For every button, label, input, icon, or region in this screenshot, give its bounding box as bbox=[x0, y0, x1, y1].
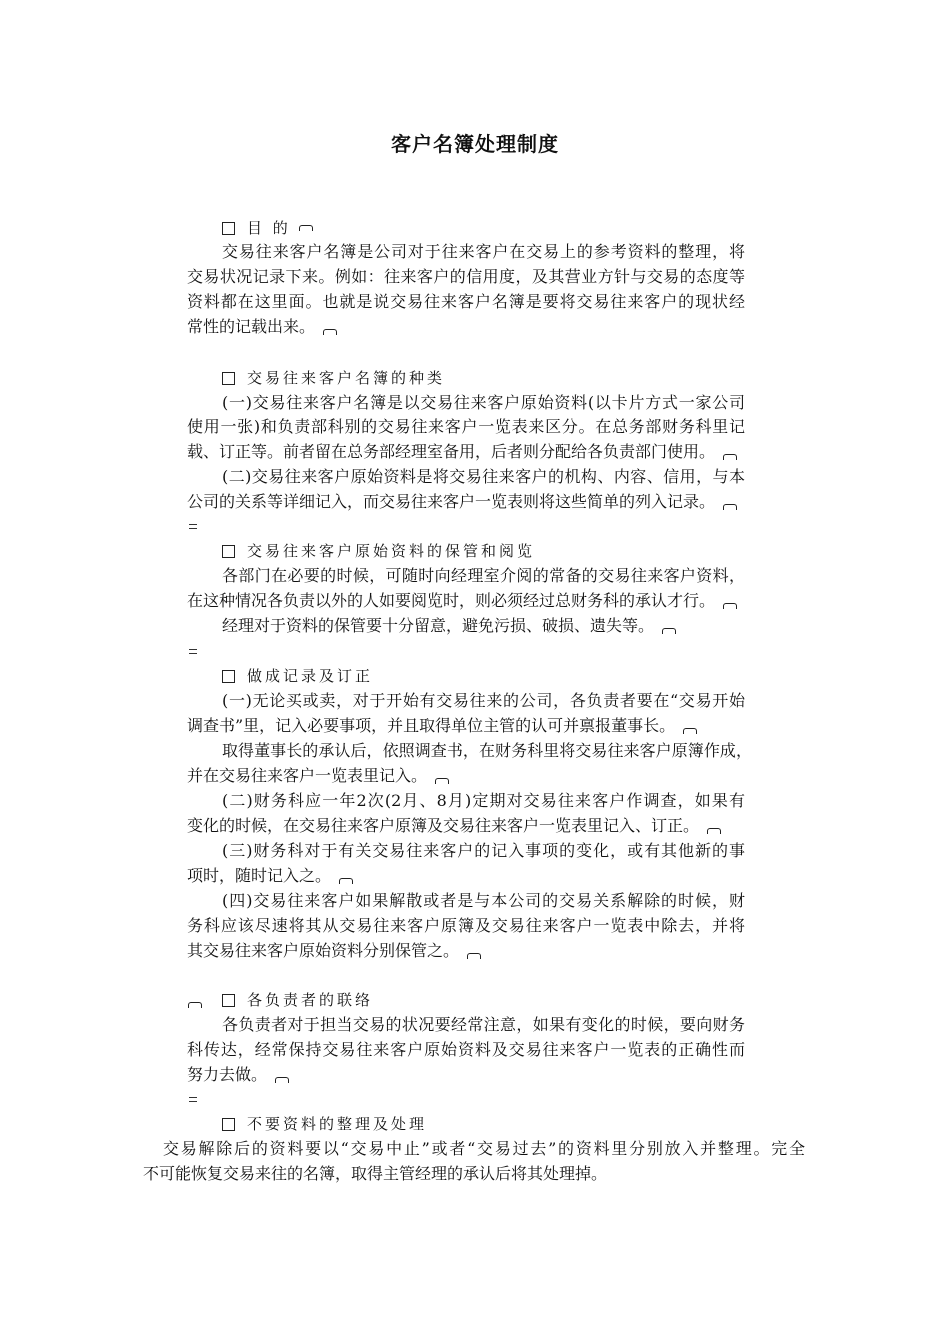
heading-text: 交易往来客户原始资料的保管和阅览 bbox=[247, 542, 536, 560]
text-line-content: 载、订正等。前者留在总务部经理室备用，后者则分配给各负责部门使用。 bbox=[187, 442, 716, 461]
paragraph-mark-icon bbox=[723, 504, 737, 510]
text-line: 各部门在必要的时候，可随时向经理室介阅的常备的交易往来客户资料， bbox=[222, 566, 745, 585]
text-line-content: 经理对于资料的保管要十分留意，避免污损、破损、遗失等。 bbox=[222, 616, 655, 635]
format-mark-icon bbox=[187, 524, 197, 530]
text-line-content: 并在交易往来客户一览表里记入。 bbox=[187, 766, 428, 785]
text-line-content: 努力去做。 bbox=[187, 1065, 268, 1084]
checkbox-icon bbox=[222, 545, 235, 558]
heading-text: 不要资料的整理及处理 bbox=[247, 1115, 428, 1133]
text-line-content: 变化的时候，在交易往来客户原簿及交易往来客户一览表里记入、订正。 bbox=[187, 816, 700, 835]
text-line: (一)交易往来客户名簿是以交易往来客户原始资料(以卡片方式一家公司 bbox=[222, 393, 745, 412]
text-line bbox=[187, 1065, 289, 1085]
section-heading bbox=[222, 541, 535, 561]
paragraph-mark-icon bbox=[467, 953, 481, 959]
section-heading bbox=[222, 218, 313, 238]
checkbox-icon bbox=[222, 372, 235, 385]
text-line: 各负责者对于担当交易的状况要经常注意，如果有变化的时候，要向财务 bbox=[222, 1015, 745, 1034]
text-line: 不可能恢复交易来往的名簿，取得主管经理的承认后将其处理掉。 bbox=[143, 1164, 608, 1183]
text-line: (一)无论买或卖，对于开始有交易往来的公司，各负责者要在“交易开始 bbox=[222, 691, 745, 710]
paragraph-mark-icon bbox=[707, 828, 721, 834]
text-line: 交易往来客户名簿是公司对于往来客户在交易上的参考资料的整理，将 bbox=[222, 242, 745, 261]
text-line: 资料都在这里面。也就是说交易往来客户名簿是要将交易往来客户的现状经 bbox=[187, 292, 745, 311]
text-line bbox=[187, 941, 481, 961]
text-line-content: 在这种情况各负责以外的人如要阅览时，则必须经过总财务科的承认才行。 bbox=[187, 591, 716, 610]
checkbox-icon bbox=[222, 1118, 235, 1131]
text-line: 使用一张)和负责部科别的交易往来客户一览表来区分。在总务部财务科里记 bbox=[187, 417, 745, 436]
section-heading bbox=[222, 990, 373, 1010]
text-line: 科传达，经常保持交易往来客户原始资料及交易往来客户一览表的正确性而 bbox=[187, 1040, 745, 1059]
text-line: (四)交易往来客户如果解散或者是与本公司的交易关系解除的时候，财 bbox=[222, 891, 745, 910]
text-line-content: 公司的关系等详细记入，而交易往来客户一览表则将这些简单的列入记录。 bbox=[187, 492, 716, 511]
text-line: 取得董事长的承认后，依照调查书，在财务科里将交易往来客户原簿作成， bbox=[222, 741, 752, 760]
text-line bbox=[187, 492, 737, 512]
paragraph-mark-icon bbox=[723, 603, 737, 609]
heading-text: 交易往来客户名簿的种类 bbox=[247, 369, 446, 387]
text-line bbox=[187, 442, 737, 462]
text-line bbox=[187, 716, 697, 736]
text-line-content: 常性的记载出来。 bbox=[187, 317, 316, 336]
paragraph-mark-icon bbox=[435, 778, 449, 784]
text-line: (二)财务科应一年2次(2月、8月)定期对交易往来客户作调查，如果有 bbox=[222, 791, 745, 810]
paragraph-mark-icon bbox=[662, 628, 676, 634]
checkbox-icon bbox=[222, 994, 235, 1007]
text-line bbox=[187, 866, 353, 886]
text-line: 交易解除后的资料要以“交易中止”或者“交易过去”的资料里分别放入并整理。完全 bbox=[163, 1139, 805, 1158]
text-line bbox=[187, 317, 337, 337]
paragraph-mark-icon bbox=[723, 454, 737, 460]
text-line bbox=[187, 591, 737, 611]
text-line-content: 调查书”里，记入必要事项，并且取得单位主管的认可并禀报董事长。 bbox=[187, 716, 676, 735]
text-line: 务科应该尽速将其从交易往来客户原簿及交易往来客户一览表中除去，并将 bbox=[187, 916, 745, 935]
section-heading bbox=[222, 1114, 427, 1134]
text-line-content: 其交易往来客户原始资料分别保管之。 bbox=[187, 941, 460, 960]
section-heading bbox=[222, 666, 373, 686]
paragraph-mark-icon bbox=[683, 728, 697, 734]
heading-text: 各负责者的联络 bbox=[247, 991, 374, 1009]
format-mark-icon bbox=[187, 649, 197, 655]
checkbox-icon bbox=[222, 222, 235, 235]
format-mark-icon bbox=[187, 1097, 197, 1103]
text-line bbox=[187, 816, 721, 836]
paragraph-mark-icon bbox=[299, 225, 313, 231]
heading-text: 目 的 bbox=[247, 219, 291, 237]
text-line: 交易状况记录下来。例如：往来客户的信用度，及其营业方针与交易的态度等 bbox=[187, 267, 745, 286]
heading-text: 做成记录及订正 bbox=[247, 667, 374, 685]
text-line: (二)交易往来客户原始资料是将交易往来客户的机构、内容、信用，与本 bbox=[222, 467, 745, 486]
paragraph-mark-icon bbox=[188, 1002, 202, 1008]
paragraph-mark-icon bbox=[275, 1077, 289, 1083]
paragraph-mark-icon bbox=[339, 878, 353, 884]
section-heading bbox=[222, 368, 445, 388]
text-line bbox=[187, 766, 449, 786]
checkbox-icon bbox=[222, 670, 235, 683]
paragraph-mark-icon bbox=[323, 329, 337, 335]
text-line: (三)财务科对于有关交易往来客户的记入事项的变化，或有其他新的事 bbox=[222, 841, 745, 860]
text-line bbox=[222, 616, 676, 636]
document-title: 客户名簿处理制度 bbox=[391, 132, 559, 156]
text-line-content: 项时，随时记入之。 bbox=[187, 866, 332, 885]
